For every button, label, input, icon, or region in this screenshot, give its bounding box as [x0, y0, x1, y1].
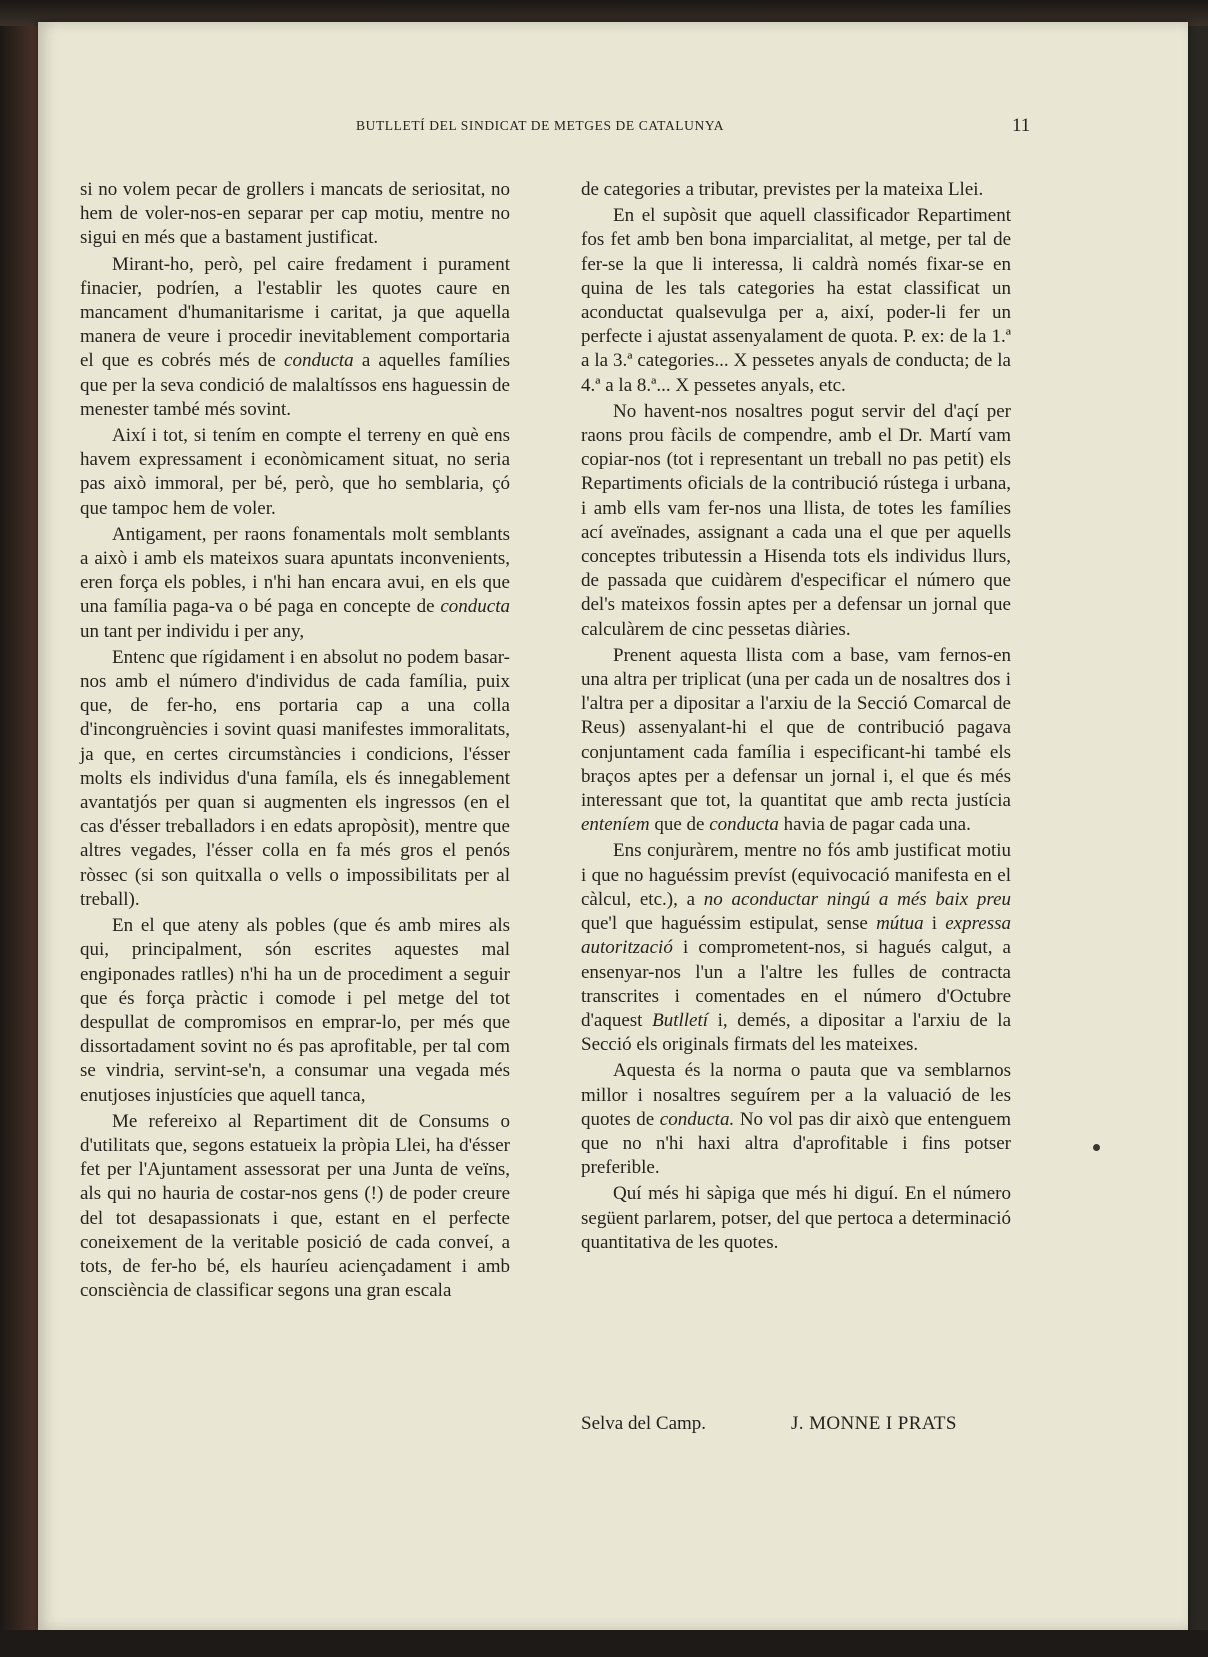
paragraph: Me refereixo al Repartiment dit de Consums o d'utilitats que, segons estatueix la pròpia Llei, ha d'ésser fet per l'Ajuntament assessorat per una Junta de veïns, als qui no hauria de costar-nos gens (!) de poder creure del tot desapassionats i que, estant en el perfecte coneixement de la veritable posició de cada conveí, a tots, de fer-ho bé, els hauríeu aciençadament i amb consciència de classificar segons una gran escala: [80, 1110, 510, 1302]
document-page: [38, 22, 1188, 1630]
paragraph: Mirant-ho, però, pel caire fredament i purament finacier, podríen, a l'establir les quotes caure en mancament d'humanitarisme i caritat, ja que aquella manera de veure i procedir inevitablement comportaria el que es cobrés més de conducta a aquelles famílies que per la seva condició de malaltíssos ens haguessin de menester també més sovint.: [80, 253, 511, 420]
running-head: [38, 115, 1188, 140]
paragraph: Aquesta és la norma o pauta que va semblarnos millor i nosaltres seguírem per a la valuació de les quotes de conducta. No vol pas dir això que entenguem que no n'hi haxi altra d'aprofitable i fins potser preferible.: [581, 1060, 1012, 1179]
emphasis-text: no aconductar ningú a més baix preu: [703, 888, 1012, 910]
paragraph: Així i tot, si tením en compte el terreny en què ens havem expressament i econòmicament situat, no seria pas això immoral, per bé, però, que ho semblaria, çó que tampoc hem de voler.: [80, 425, 510, 519]
right-column: [581, 178, 1012, 1434]
paragraph: En el que ateny als pobles (que és amb mires als qui, principalment, són escrites aquestes mal engiponades ratlles) n'hi ha un de procediment a seguir que és força pràctic i comode i pel metge del tot despullat de compromisos en emprar-lo, per més que dissortadament sovint no és pas aprofitable, per tal com se vindria, servint-se'n, a consumar una vegada més enutjoses injustícies que aquell tanca,: [80, 915, 510, 1106]
paragraph: si no volem pecar de grollers i mancats de seriositat, no hem de voler-nos-en separar per cap motiu, mentre no sigui en més que a bastament justificat.: [80, 179, 510, 249]
emphasis-text: conducta: [709, 814, 779, 836]
emphasis-text: Butlletí: [652, 1009, 709, 1031]
paragraph: No havent-nos nosaltres pogut servir del d'açí per raons prou fàcils de compendre, amb el Dr. Martí vam copiar-nos (tot i representant un treball no pas petit) els Repartiments oficials de la contribució rústega i urbana, i amb ells vam fer-nos una llista, de totes les famílies ací aveïnades, assignant a cada una el que per aquells conceptes tributessin a Hisenda tots els individus llurs, de passada que cuidàrem d'especificar el número que del's mateixos fossin aptes per a defensar un jornal que calculàrem de cinc pessetas diàries.: [581, 400, 1011, 640]
left-column: [80, 178, 510, 1305]
paragraph: Entenc que rígidament i en absolut no podem basar-nos amb el número d'individus de cada família, puix que, de fer-ho, ens portaria cap a una colla d'incongruències i sovint quasi manifestes immoralitats, ja que, en certes circumstàncies i condicions, l'ésser molts els individus d'una famíla, els és innegablement avantatjós per quan si augmenten els ingressos (en el cas d'ésser treballadors i en edats apropòsit), mentre que altres vegades, l'ésser colla en fa més gros el penós ròssec (si son quitxalla o vells o impossibilitats per al treball).: [80, 646, 510, 910]
emphasis-text: expressa autorització: [581, 913, 1012, 959]
signature-line: [581, 1412, 1011, 1438]
paragraph: de categories a tributar, previstes per la mateixa Llei.: [581, 179, 984, 200]
paragraph: Ens conjuràrem, mentre no fós amb justificat motiu i que no haguéssim prevíst (equivocació manifesta en el càlcul, etc.), a no aconductar ningú a més baix preu que'l que haguéssim estipulat, sense mútua i expressa autorització i comprometent-nos, si hagués calgut, a ensenyar-nos l'un a l'altre les fulles de contracta transcrites i comentades en el número d'Octubre d'aquest Butlletí i, demés, a dipositar a l'arxiu de la Secció els originals firmats del les mateixes.: [581, 840, 1012, 1056]
book-bottom-edge: [0, 1630, 1208, 1657]
paragraph: Quí més hi sàpiga que més hi diguí. En el número següent parlarem, potser, del que pertoca a determinació quantitativa de les quotes.: [581, 1183, 1011, 1253]
signature-place: Selva del Camp.: [581, 1413, 707, 1434]
paragraph: Prenent aquesta llista com a base, vam fernos-en una altra per triplicat (una per cada un de nosaltres dos i l'altra per a dipositar a l'arxiu de la Secció Comarcal de Reus) assenyalant-hi el que de contribució pagava conjuntament cada família i especificant-hi també els braços aptes per a defensar un jornal i, el que és més interessant que tot, la quantitat que amb recta justícia enteníem que de conducta havia de pagar cada una.: [581, 644, 1011, 836]
emphasis-text: conducta: [440, 596, 510, 618]
emphasis-text: enteníem: [581, 814, 650, 836]
emphasis-text: conducta: [284, 350, 354, 372]
page-number: 11: [1012, 115, 1031, 136]
margin-dot: [1093, 1144, 1100, 1151]
signature-author: J. MONNE I PRATS: [791, 1413, 957, 1434]
running-title: BUTLLETÍ DEL SINDICAT DE METGES DE CATALUNYA: [356, 118, 725, 133]
paragraph: En el supòsit que aquell classificador Repartiment fos fet amb ben bona imparcialitat, al metge, per tal de fer-se la que li interessa, li caldrà només fixar-se en quina de les tals categories ha estat classificat un aconductat qualsevulga per a, així, poder-li fer un perfecte i ajustat assenyalament de quota. P. ex: de la 1.ª a la 3.ª categories... X pessetes anyals de conducta; de la 4.ª a la 8.ª... X pessetes anyals, etc.: [581, 205, 1011, 396]
emphasis-text: mútua: [876, 913, 924, 935]
paragraph: Antigament, per raons fonamentals molt semblants a això i amb els mateixos suara apuntats inconvenients, eren força els pobles, i n'hi han encara avui, en els que una família paga-va o bé paga en concepte de conducta un tant per individu i per any,: [80, 523, 510, 642]
emphasis-text: conducta.: [659, 1108, 735, 1130]
